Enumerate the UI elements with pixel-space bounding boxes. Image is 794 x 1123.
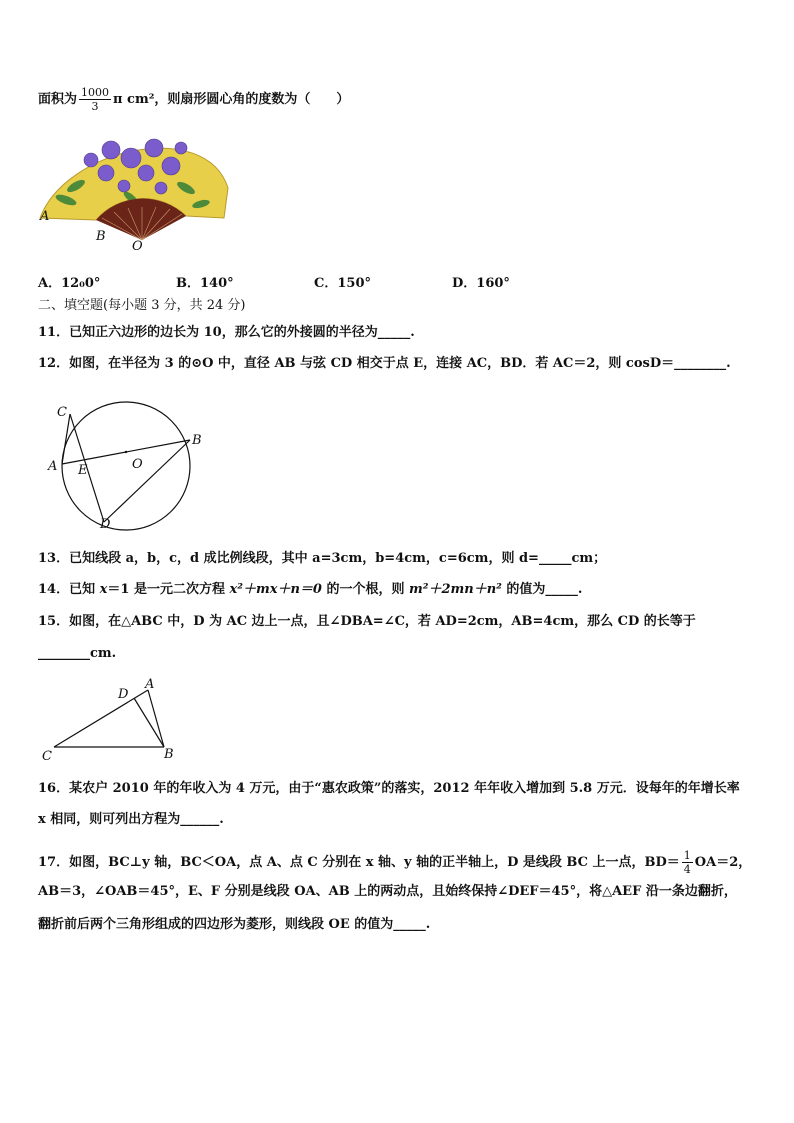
section-title: 二、填空题(每小题 3 分，共 24 分) — [38, 298, 246, 313]
question-15-line2: ________cm. — [38, 646, 117, 661]
question-17-line1 — [38, 849, 751, 876]
option-d-letter: D． — [452, 276, 477, 291]
side-ab — [148, 690, 164, 747]
label-c: C — [57, 405, 67, 420]
q14-equation: x²＋mx＋n＝0 — [229, 582, 322, 597]
question-11: 11．已知正六边形的边长为 10，那么它的外接圆的半径为_____. — [38, 325, 415, 340]
q10-frac-den: 3 — [91, 100, 99, 113]
triangle-figure — [38, 676, 188, 766]
fan-label-b: B — [96, 229, 106, 244]
option-a-letter: A． — [38, 276, 62, 291]
center-dot — [125, 451, 127, 453]
option-c-text: 150° — [337, 276, 371, 291]
question-17-line3: 翻折前后两个三角形组成的四边形为菱形，则线段 OE 的值为_____. — [38, 917, 431, 932]
question-14 — [38, 582, 582, 598]
q14-part3: 的一个根，则 — [321, 582, 410, 597]
option-a[interactable] — [38, 272, 100, 291]
question-17-line2: AB＝3，∠OAB＝45°，E、F 分别是线段 OA、AB 上的两动点，且始终保持∠DEF＝45°，将△AEF 沿一条边翻折， — [38, 884, 737, 899]
option-d[interactable] — [452, 272, 510, 291]
option-c-letter: C． — [314, 276, 338, 291]
question-16-line2: x 相同，则可列出方程为______. — [38, 812, 224, 827]
q14-x: x — [99, 582, 108, 597]
q17-fraction — [682, 849, 693, 876]
label-d: D — [100, 517, 111, 532]
question-16-line1: 16．某农户 2010 年的年收入为 4 万元，由于“惠农政策”的落实，2012 年年收入增加到 5.8 万元．设每年的年增长率 — [38, 781, 740, 796]
q10-stem — [38, 86, 349, 113]
q17-frac-den: 4 — [683, 863, 691, 876]
segment-bd — [104, 440, 190, 522]
label-c: C — [42, 749, 52, 764]
fan-label-a: A — [40, 209, 50, 224]
q17-part1: 17．如图，BC⊥y 轴，BC＜OA，点 A、点 C 分别在 x 轴、y 轴的正半轴上，D 是线段 BC 上一点，BD＝ — [38, 855, 680, 870]
option-c[interactable] — [314, 272, 371, 291]
label-a: A — [145, 677, 155, 692]
fan-label-o: O — [132, 239, 143, 254]
q10-fraction — [79, 86, 111, 113]
q14-expression: m²＋2mn＋n² — [409, 582, 502, 597]
q10-frac-num: 1000 — [81, 86, 110, 99]
question-15-line1: 15．如图，在△ABC 中，D 为 AC 边上一点，且∠DBA=∠C，若 AD=2cm，AB=4cm，那么 CD 的长等于 — [38, 614, 696, 629]
option-a-text: 12₀0° — [61, 276, 101, 291]
label-d: D — [118, 687, 129, 702]
option-b[interactable] — [176, 272, 234, 291]
circle-figure — [44, 396, 214, 536]
segment-ac — [62, 414, 70, 464]
q10-prefix: 面积为 — [38, 92, 78, 107]
q14-part2: ＝1 是一元二次方程 — [107, 582, 230, 597]
question-12: 12．如图，在半径为 3 的⊙O 中，直径 AB 与弦 CD 相交于点 E，连接 AC，BD．若 AC＝2，则 cosD＝________. — [38, 356, 731, 371]
option-b-text: 140° — [200, 276, 234, 291]
q17-frac-num: 1 — [683, 849, 691, 862]
question-13: 13．已知线段 a，b，c，d 成比例线段，其中 a=3cm，b=4cm，c=6cm，则 d=_____cm； — [38, 551, 607, 566]
label-e: E — [78, 463, 88, 478]
label-o: O — [132, 457, 143, 472]
label-b: B — [164, 747, 174, 762]
q14-part1: 14．已知 — [38, 582, 100, 597]
segment-db — [134, 698, 164, 747]
option-b-letter: B． — [176, 276, 200, 291]
label-b: B — [192, 433, 202, 448]
q10-suffix: π cm²，则扇形圆心角的度数为（ ） — [113, 92, 350, 107]
q14-part4: 的值为_____. — [501, 582, 583, 597]
fan-figure — [36, 128, 236, 258]
q17-part2: OA＝2， — [694, 855, 752, 870]
label-a: A — [48, 459, 58, 474]
option-d-text: 160° — [476, 276, 510, 291]
